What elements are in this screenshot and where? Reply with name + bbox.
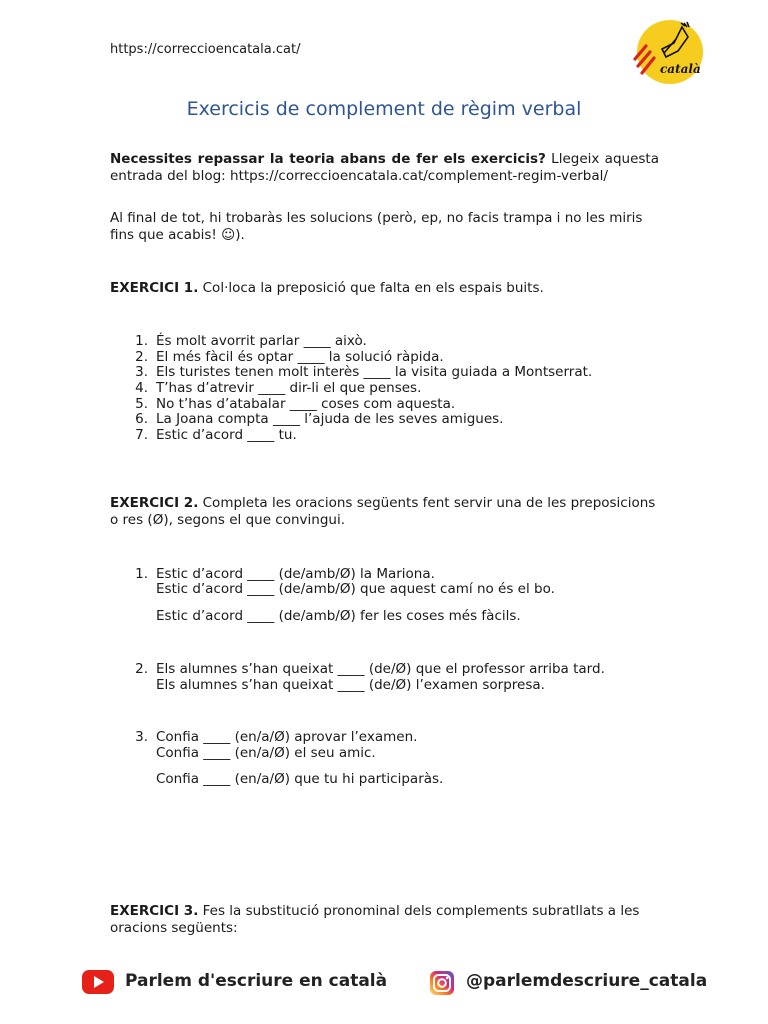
list-item: Estic d’acord ____ (de/amb/Ø) la Mariona. (156, 566, 435, 582)
list-item: Estic d’acord ____ (de/amb/Ø) que aquest camí no és el bo. (156, 581, 555, 597)
list-item: No t’has d’atabalar ____ coses com aquesta. (156, 396, 456, 412)
list-item-number: 2. (135, 661, 148, 677)
exercise-1-label: EXERCICI 1. (110, 280, 199, 296)
exercise-2-label: EXERCICI 2. (110, 495, 199, 511)
list-item: Els turistes tenen molt interès ____ la visita guiada a Montserrat. (156, 364, 593, 380)
list-item: Confia ____ (en/a/Ø) el seu amic. (156, 745, 376, 761)
catala-logo (632, 19, 704, 85)
list-item: Estic d’acord ____ tu. (156, 427, 297, 443)
intro-question: Necessites repassar la teoria abans de fer els exercicis? (110, 151, 546, 167)
list-item-number: 1. (135, 566, 148, 582)
intro-rest: Llegeix aquesta entrada del blog: https://correccioencatala.cat/complement-regim-verbal/ (110, 151, 659, 184)
header-url[interactable]: https://correccioencatala.cat/ (110, 42, 301, 57)
youtube-icon[interactable] (82, 970, 114, 994)
list-item: Els alumnes s’han queixat ____ (de/Ø) que el professor arriba tard. (156, 661, 605, 677)
exercise-1-instruction: Col·loca la preposició que falta en els espais buits. (198, 280, 544, 296)
exercise-2-instruction: Completa les oracions següents fent servir una de les preposicions o res (Ø), segons el que convingui. (110, 495, 656, 528)
list-item-number: 4. (135, 380, 148, 396)
intro-paragraph (110, 151, 659, 184)
list-item-number: 3. (135, 364, 148, 380)
list-item: Confia ____ (en/a/Ø) que tu hi participaràs. (156, 771, 444, 787)
list-item-number: 6. (135, 411, 148, 427)
instagram-icon[interactable] (430, 971, 454, 995)
list-item-number: 3. (135, 729, 148, 745)
final-note: Al final de tot, hi trobaràs les solucions (però, ep, no facis trampa i no les miris fins que acabis! ☺). (110, 210, 643, 243)
list-item: És molt avorrit parlar ____ això. (156, 333, 367, 349)
list-item: Estic d’acord ____ (de/amb/Ø) fer les coses més fàcils. (156, 608, 521, 624)
list-item: Confia ____ (en/a/Ø) aprovar l’examen. (156, 729, 418, 745)
list-item: El més fàcil és optar ____ la solució ràpida. (156, 349, 444, 365)
youtube-channel-link[interactable]: Parlem d'escriure en català (125, 971, 388, 991)
exercise-2-heading (110, 495, 659, 529)
list-item: La Joana compta ____ l’ajuda de les seves amigues. (156, 411, 504, 427)
logo-text: català (660, 62, 701, 76)
exercise-3-label: EXERCICI 3. (110, 903, 199, 919)
exercise-3-instruction: Fes la substitució pronominal dels complements subratllats a les oracions següents: (110, 903, 640, 936)
exercise-3-heading (110, 903, 659, 937)
list-item-number: 2. (135, 349, 148, 365)
list-item: Els alumnes s’han queixat ____ (de/Ø) l’examen sorpresa. (156, 677, 545, 693)
list-item-number: 7. (135, 427, 148, 443)
list-item-number: 1. (135, 333, 148, 349)
page-title: Exercicis de complement de règim verbal (186, 98, 582, 120)
list-item: T’has d’atrevir ____ dir-li el que penses. (156, 380, 422, 396)
list-item-number: 5. (135, 396, 148, 412)
exercise-1-heading (110, 280, 659, 297)
instagram-handle-link[interactable]: @parlemdescriure_catala (466, 971, 708, 991)
